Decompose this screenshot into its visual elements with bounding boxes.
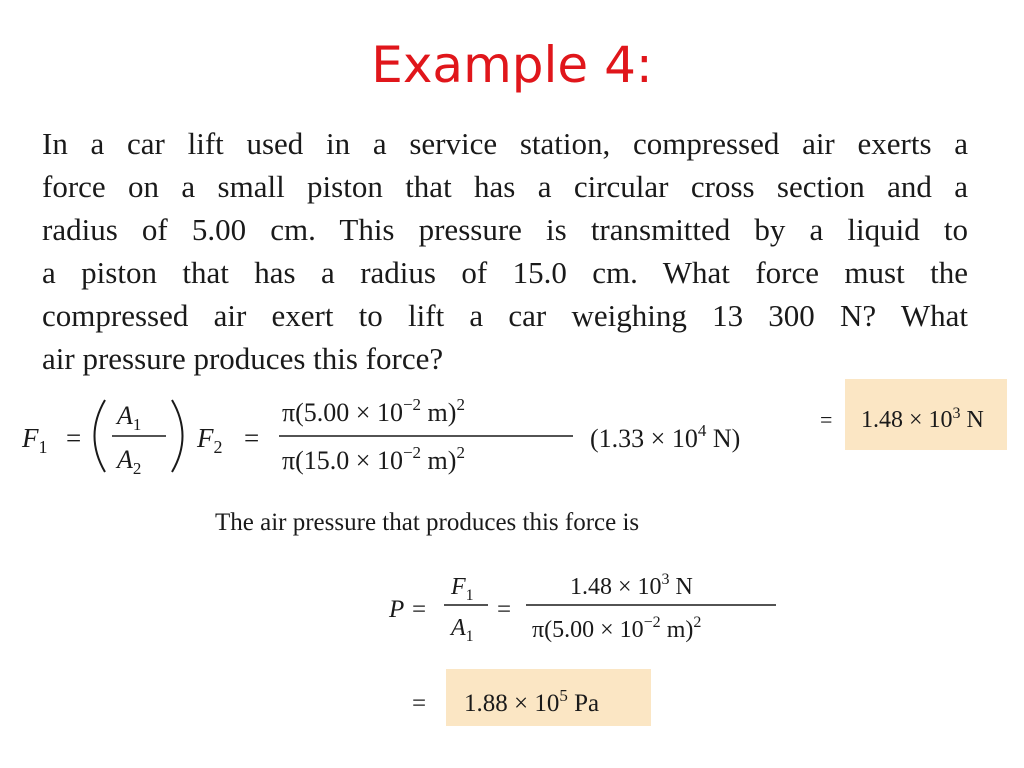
problem-line: force on a small piston that has a circular cross section and a bbox=[42, 169, 968, 204]
equals-sign: = bbox=[412, 690, 427, 717]
equals-sign: = bbox=[66, 423, 82, 453]
pressure-lhs: P bbox=[389, 596, 405, 623]
equals-sign: = bbox=[244, 423, 260, 453]
pressure-numerator: $F_1$ bbox=[451, 574, 474, 604]
problem-line: a piston that has a radius of 15.0 cm. What force must the bbox=[42, 255, 968, 290]
problem-line: radius of 5.00 cm. This pressure is transmitted by a liquid to bbox=[42, 212, 968, 247]
area-ratio-denominator: $A_2$ bbox=[117, 445, 142, 478]
equals-sign: = bbox=[497, 596, 512, 623]
problem-line: In a car lift used in a service station, compressed air exerts a bbox=[42, 126, 968, 161]
force-lhs: $F_1$ bbox=[22, 423, 48, 457]
force-over-area-numerator: $1.48 \times 10^3$ N bbox=[570, 571, 693, 600]
area-ratio-numerator: $A_1$ bbox=[117, 401, 142, 434]
pressure-intro-text: The air pressure that produces this force is bbox=[215, 509, 640, 536]
radius-ratio-denominator: $\pi(15.0 \times 10^{-2}$ m)$^2$ bbox=[282, 443, 465, 475]
left-parenthesis bbox=[95, 400, 106, 472]
radius-ratio-numerator: $\pi(5.00 \times 10^{-2}$ m)$^2$ bbox=[282, 395, 465, 427]
right-parenthesis bbox=[172, 400, 183, 472]
pressure-result: $1.88 \times 10^5$ Pa bbox=[464, 686, 600, 717]
car-weight-factor: ($1.33 \times 10^4$ N) bbox=[590, 421, 741, 453]
slide-title: Example 4: bbox=[371, 36, 653, 94]
force-factor: $F_2$ bbox=[197, 423, 223, 457]
force-equation bbox=[21, 379, 1007, 478]
force-result: $1.48 \times 10^3$ N bbox=[861, 405, 984, 433]
equals-sign: = bbox=[412, 596, 427, 623]
force-over-area-denominator: $\pi(5.00 \times 10^{-2}$ m)$^2$ bbox=[532, 614, 702, 643]
pressure-denominator: $A_1$ bbox=[451, 615, 474, 645]
problem-line: air pressure produces this force? bbox=[42, 341, 444, 376]
problem-line: compressed air exert to lift a car weighing 13 300 N? What bbox=[42, 298, 968, 333]
equals-sign: = bbox=[820, 407, 833, 432]
pressure-equation bbox=[388, 571, 776, 726]
